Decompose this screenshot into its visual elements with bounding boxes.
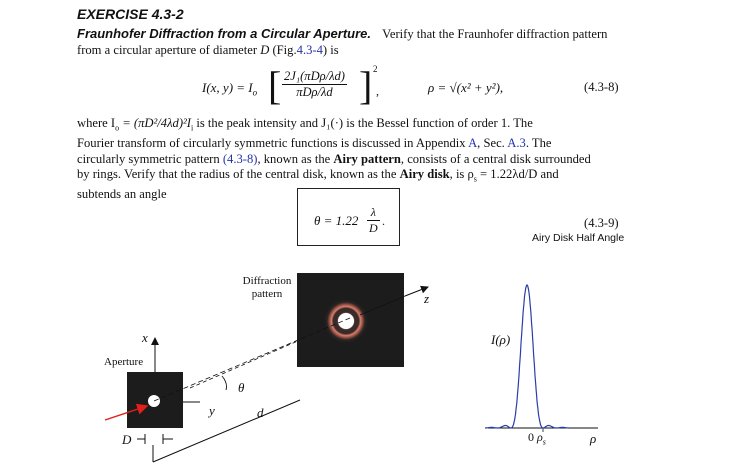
eq1-comma: , [376, 84, 379, 98]
intro-ref-suffix: ) is [322, 42, 339, 57]
label-theta: θ [238, 380, 245, 395]
eq2-lhs: θ = 1.22 [314, 213, 359, 228]
fig-ref-link[interactable]: 4.3-4 [296, 42, 323, 57]
eq1-bracket-right: ] [359, 63, 373, 108]
eq2-denominator: D [369, 221, 378, 235]
plot-x-label: ρ [590, 431, 597, 446]
eq1-power: 2 [373, 64, 378, 74]
exercise-title: Fraunhofer Diffraction from a Circular Aperture. [77, 26, 371, 41]
label-diameter: D [122, 432, 132, 447]
eq1-rho-def: ρ = √(x² + y²), [428, 80, 504, 95]
eq1-numerator: 2J₁(πDρ/λd) [284, 69, 345, 83]
plot-y-label: I(ρ) [491, 332, 511, 347]
eq2-numerator: λ [367, 205, 380, 221]
eq1-lhs: I(x, $y) = I_o$ [202, 80, 258, 98]
angle-arc [222, 376, 227, 390]
diffraction-pattern-label: Diffraction pattern [242, 275, 292, 300]
body-line-3: circularly symmetric pattern (4.3-8), known as the Airy pattern, consists of a central disk surrounded [77, 151, 591, 166]
label-z-axis: z [424, 291, 430, 306]
appendix-link[interactable]: A [468, 136, 478, 151]
body-line-5: subtends an angle [77, 187, 167, 202]
aperture-label: Aperture [104, 356, 144, 368]
label-distance: d [257, 405, 264, 420]
label-x-axis: x [142, 330, 148, 345]
body-line-1: where $I_o = (\pi D^2/4\lambda d)^2I_i$ is the peak intensity and J₁(·) is the Bessel function of order 1. The [77, 116, 533, 133]
eq2-caption: Airy Disk Half Angle [532, 232, 625, 244]
plot-tick-zero: 0 [528, 430, 534, 444]
body-line-2: Fourier transform of circularly symmetric functions is discussed in Appendix A, Sec. A.3. The [77, 136, 552, 151]
airy-disk [338, 313, 354, 329]
eq1-bracket-left: [ [268, 63, 282, 108]
intro-ref-prefix: (Fig. [272, 42, 297, 57]
eq2-number: (4.3-9) [584, 216, 619, 230]
exercise-heading: EXERCISE 4.3-2 [77, 6, 184, 22]
plot-tick-rho-s: $\rho_s$ [537, 430, 546, 447]
section-link[interactable]: A.3 [507, 136, 526, 151]
airy-intensity-curve [485, 285, 569, 428]
intro-text: Verify that the Fraunhofer diffraction pattern from a circular aperture of diameter [77, 27, 608, 57]
body-line-4: by rings. Verify that the radius of the central disk, known as the Airy disk, is $\rho_s = 1.22\lambda d/D$ and [77, 167, 559, 184]
label-y-axis: y [209, 403, 215, 418]
eq2-dot: . [382, 214, 385, 228]
eq1-number: (4.3-8) [584, 80, 619, 94]
eq-ref-link[interactable]: (4.3-8) [222, 151, 258, 166]
intro-var: D [260, 42, 270, 57]
eq1-denominator: πDρ/λd [296, 85, 333, 99]
ray-dashed [190, 340, 300, 388]
